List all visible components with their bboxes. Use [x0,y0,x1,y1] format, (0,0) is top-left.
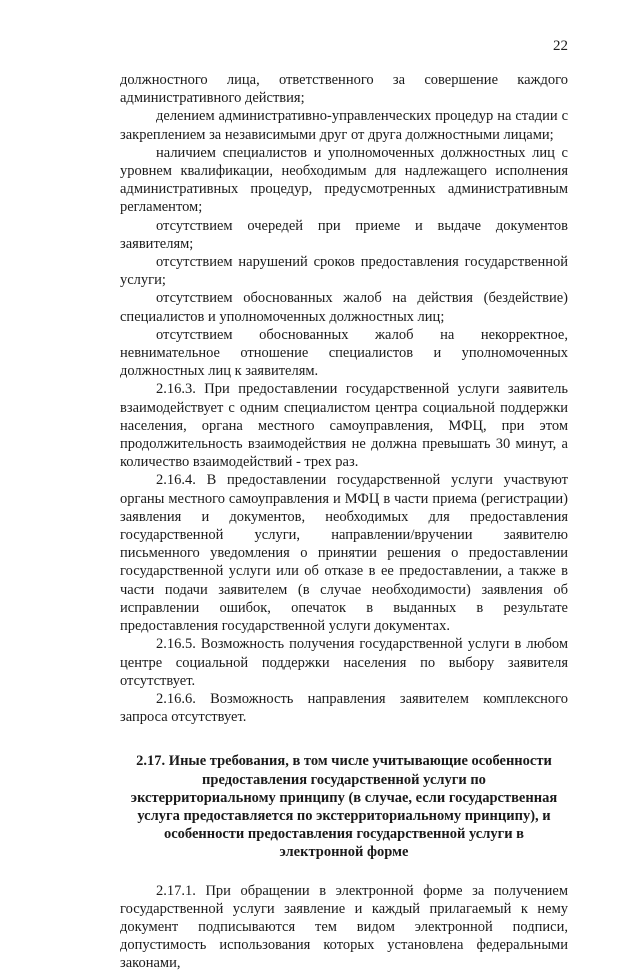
document-body [120,71,568,973]
paragraphs-after-section [120,882,568,973]
spacer [120,726,568,752]
section-heading: 2.17. Иные требования, в том числе учитывающие особенности предоставления государственной услуги по экстерриториальному принципу (в случае, если государственная услуга предоставляется по экстерриториальному принципу), и особенности предоставления государственной услуги в электронной форме [130,753,558,861]
page-number: 22 [553,38,568,54]
paragraph: 2.16.6. Возможность направления заявителем комплексного запроса отсутствует. [120,690,568,726]
spacer [120,862,568,882]
paragraph: наличием специалистов и уполномоченных должностных лиц с уровнем квалификации, необходимым для надлежащего исполнения административных процедур, предусмотренных административным регламентом; [120,144,568,216]
paragraph: отсутствием очередей при приеме и выдаче документов заявителям; [120,217,568,252]
paragraph: делением административно-управленческих процедур на стадии с закреплением за независимыми друг от друга должностными лицами; [120,108,568,143]
paragraph: 2.16.3. При предоставлении государственной услуги заявитель взаимодействует с одним специалистом центра социальной поддержки населения, органа местного самоуправления, МФЦ, при этом продолжительность взаимодействия не должна превышать 30 минут, а количество взаимодействий - трех раз. [120,381,568,471]
paragraph: 2.17.1. При обращении в электронной форме за получением государственной услуги заявление и каждый прилагаемый к нему документ подписываются тем видом электронной подписи, допустимость использования которых установлена федеральными законами, [120,882,568,972]
paragraph: отсутствием нарушений сроков предоставления государственной услуги; [120,254,568,289]
paragraph: отсутствием обоснованных жалоб на некорректное, невнимательное отношение специалистов и уполномоченных должностных лиц к заявителям. [120,326,568,380]
paragraph: должностного лица, ответственного за совершение каждого административного действия; [120,72,568,107]
paragraph: отсутствием обоснованных жалоб на действия (бездействие) специалистов и уполномоченных должностных лиц; [120,290,568,325]
paragraph: 2.16.4. В предоставлении государственной услуги участвуют органы местного самоуправления и МФЦ в части приема (регистрации) заявления и документов, необходимых для предоставления государственной услуги, направлении/вручении заявителю письменного уведомления о принятии решения о предоставлении государственной услуги или об отказе в ее предоставлении, а также в части подачи заявителем (в случае необходимости) заявления об исправлении ошибок, опечаток в выданных в результате предоставления государственной услуги документах. [120,472,568,635]
paragraph: 2.16.5. Возможность получения государственной услуги в любом центре социальной поддержки населения по выбору заявителя отсутствует. [120,636,568,689]
paragraphs-before-section [120,71,568,726]
